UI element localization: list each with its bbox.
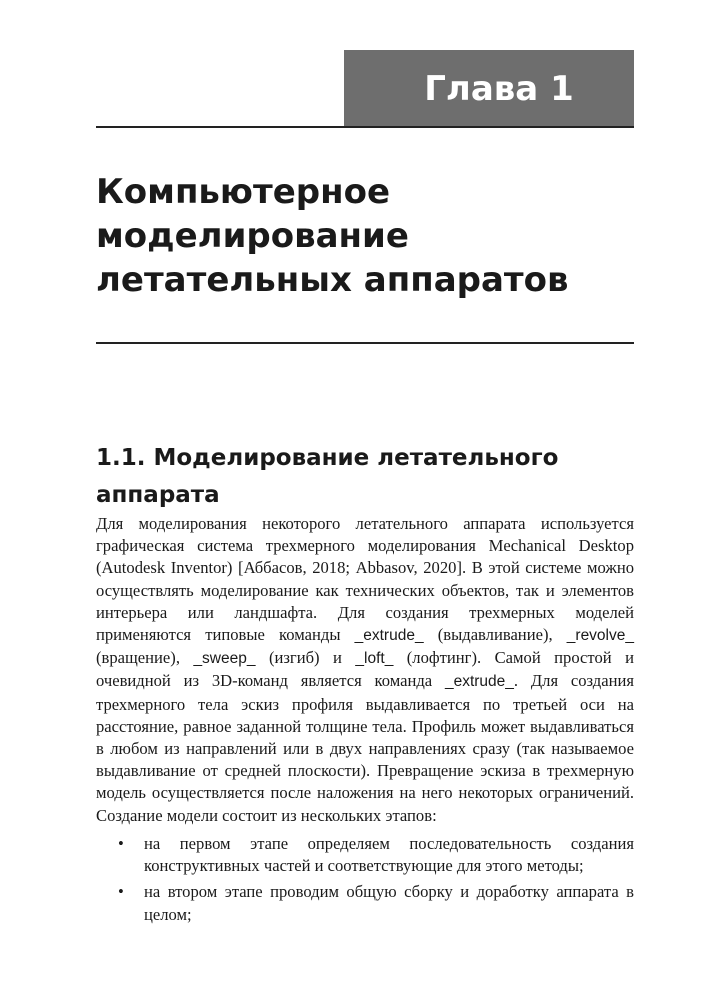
body-paragraph [96, 513, 634, 827]
chapter-label: Глава 1 [424, 68, 574, 109]
body-text-1: Для моделирования некоторого летательного аппарата используется графическая система трехмерного моделирования Mechanical Desktop (Autodesk Inventor) [Аббасов, 2018; Abbasov, 2020]. В этой системе можно осуществлять моделирование как технических объектов, так и элементов интерьера или ландшафта. Для создания трехмерных моделей применяются типовые команды [96, 514, 634, 645]
header-divider [96, 126, 634, 128]
body-text-4: (изгиб) и [255, 648, 356, 668]
body-text-3: (вращение), [96, 648, 194, 668]
section-title: 1.1. Моделирование летательного аппарата [96, 445, 559, 508]
command-extrude-2: _extrude_ [444, 673, 514, 691]
bullet-icon: • [118, 834, 124, 853]
title-divider [96, 342, 634, 344]
steps-list [96, 833, 634, 930]
command-loft: _loft_ [355, 650, 394, 668]
command-revolve: _revolve_ [566, 627, 634, 645]
chapter-label-box [344, 50, 634, 127]
body-text-6: . Для создания трехмерного тела эскиз профиля выдавливается по третьей оси на расстояние, равное заданной толщине тела. Профиль может выдавливаться в любом из направлений или в двух направлениях сразу (так называемое выдавливание от средней плоскости). Превращение эскиза в трехмерную модель осуществляется после наложения на него некоторых ограничений. Создание модели состоит из нескольких этапов: [96, 671, 635, 825]
bullet-icon: • [118, 882, 124, 902]
command-extrude: _extrude_ [354, 627, 424, 645]
command-sweep: _sweep_ [193, 650, 256, 668]
list-item-text: на первом этапе определяем последовательность создания конструктивных частей и соответствующие для этого методы; [144, 834, 634, 876]
list-item [96, 881, 634, 925]
body-text-5: (лофтинг). Самой простой и очевидной из 3D-команд является команда [96, 648, 634, 691]
list-item-text: на втором этапе проводим общую сборку и доработку аппарата в целом; [144, 882, 634, 924]
list-item [96, 833, 634, 877]
body-text-2: (выдавливание), [423, 625, 567, 645]
chapter-title: Компьютерное моделирование летательных аппаратов [96, 172, 569, 300]
